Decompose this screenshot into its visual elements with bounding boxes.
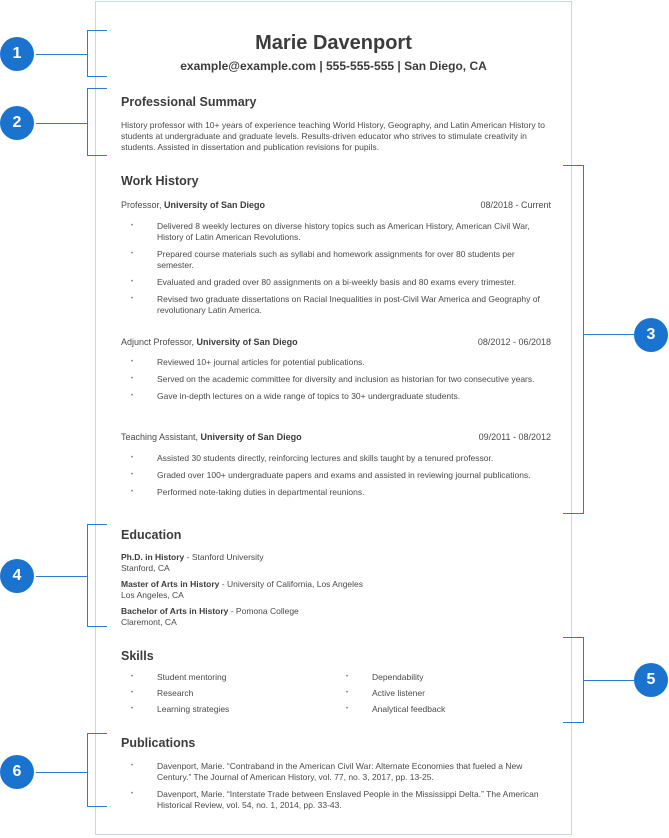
degree: Ph.D. in History bbox=[121, 552, 185, 562]
school-location: Claremont, CA bbox=[121, 617, 177, 627]
callout-badge: 2 bbox=[0, 106, 34, 140]
list-item: • Reviewed 10+ journal articles for potential publications. bbox=[121, 357, 546, 368]
callout-badge: 3 bbox=[634, 318, 668, 352]
school: - University of California, Los Angeles bbox=[219, 579, 364, 589]
resume-page bbox=[95, 1, 572, 835]
contact-info: example@example.com | 555-555-555 | San Diego, CA bbox=[180, 59, 487, 73]
callout-badge: 4 bbox=[0, 559, 34, 593]
job-employer: University of San Diego bbox=[200, 432, 302, 442]
candidate-name: Marie Davenport bbox=[255, 32, 412, 54]
callout-bracket bbox=[87, 524, 107, 627]
job-dates: 08/2018 - Current bbox=[480, 200, 551, 210]
list-item: • Delivered 8 weekly lectures on diverse history topics such as American History, American Civil War, History of Latin American Revolutions. bbox=[121, 221, 546, 243]
callout-connector bbox=[36, 54, 87, 55]
job-title: Adjunct Professor, bbox=[121, 337, 197, 347]
skills-heading: Skills bbox=[121, 649, 154, 663]
list-item: • Prepared course materials such as syllabi and homework assignments for over 80 students per semester. bbox=[121, 249, 546, 271]
skill-item: • Research bbox=[121, 688, 321, 704]
callout-connector bbox=[36, 123, 87, 124]
callout-badge: 5 bbox=[634, 663, 668, 697]
school-location: Stanford, CA bbox=[121, 563, 170, 573]
school-location: Los Angeles, CA bbox=[121, 590, 184, 600]
education-heading: Education bbox=[121, 528, 182, 542]
summary-heading: Professional Summary bbox=[121, 95, 257, 109]
callout-connector bbox=[36, 772, 87, 773]
callout-bracket bbox=[87, 733, 107, 807]
callout-connector bbox=[584, 334, 636, 335]
job-employer: University of San Diego bbox=[196, 337, 298, 347]
job-bullets bbox=[121, 221, 546, 322]
callout-bracket bbox=[87, 30, 107, 77]
education-entry bbox=[121, 579, 363, 601]
skill-item: • Student mentoring bbox=[121, 672, 321, 688]
education-entry bbox=[121, 606, 299, 628]
skill-item: • Dependability bbox=[336, 672, 536, 688]
list-item: • Performed note-taking duties in departmental reunions. bbox=[121, 487, 546, 498]
list-item: • Revised two graduate dissertations on Racial Inequalities in post-Civil War America and Geography of revolutionary Latin America. bbox=[121, 294, 546, 316]
skills-column-left bbox=[121, 672, 321, 720]
callout-connector bbox=[584, 680, 636, 681]
summary-text: History professor with 10+ years of experience teaching World History, Geography, and Latin American History to students at undergraduate and graduate levels. Results-driven educator who strives to stimulate creativity in students. Assisted in dissertation and publication revisions for pupils. bbox=[121, 120, 546, 152]
job-header bbox=[121, 432, 551, 442]
job-bullets bbox=[121, 453, 546, 504]
job-dates: 08/2012 - 06/2018 bbox=[477, 337, 551, 347]
list-item: • Evaluated and graded over 80 assignments on a bi-weekly basis and 80 exams every trimester. bbox=[121, 277, 546, 288]
skills-column-right bbox=[336, 672, 536, 720]
list-item: • Served on the academic committee for diversity and inclusion as historian for two consecutive years. bbox=[121, 374, 546, 385]
degree: Bachelor of Arts in History bbox=[121, 606, 229, 616]
job-title: Professor, bbox=[121, 200, 165, 210]
callout-connector bbox=[36, 576, 87, 577]
skill-item: • Analytical feedback bbox=[336, 704, 536, 720]
school: - Pomona College bbox=[228, 606, 299, 616]
list-item: • Gave in-depth lectures on a wide range of topics to 30+ undergraduate students. bbox=[121, 391, 546, 402]
degree: Master of Arts in History bbox=[121, 579, 220, 589]
callout-bracket bbox=[563, 165, 584, 514]
education-entry bbox=[121, 552, 264, 574]
list-item: • Assisted 30 students directly, reinforcing lectures and skills taught by a tenured professor. bbox=[121, 453, 546, 464]
publication-item: • Davenport, Marie. “Contraband in the American Civil War: Alternate Economies that fueled a New Century.” The Journal of American History, vol. 77, no. 3, 2017, pp. 13-25. bbox=[121, 761, 546, 783]
skill-item: • Learning strategies bbox=[121, 704, 321, 720]
list-item: • Graded over 100+ undergraduate papers and exams and assisted in reviewing journal publications. bbox=[121, 470, 546, 481]
callout-bracket bbox=[87, 88, 107, 156]
job-title: Teaching Assistant, bbox=[121, 432, 201, 442]
callout-badge: 1 bbox=[0, 37, 34, 71]
job-dates: 09/2011 - 08/2012 bbox=[478, 432, 551, 442]
job-bullets bbox=[121, 357, 546, 408]
school: - Stanford University bbox=[184, 552, 264, 562]
work-heading: Work History bbox=[121, 174, 199, 188]
job-header bbox=[121, 337, 551, 347]
callout-bracket bbox=[563, 637, 584, 723]
job-header bbox=[121, 200, 551, 210]
job-employer: University of San Diego bbox=[164, 200, 266, 210]
publications-list bbox=[121, 761, 546, 817]
callout-badge: 6 bbox=[0, 755, 34, 789]
publication-item: • Davenport, Marie. “Interstate Trade between Enslaved People in the Mississippi Delta.” The American Historical Review, vol. 54, no. 1, 2014, pp. 33-43. bbox=[121, 789, 546, 811]
skill-item: • Active listener bbox=[336, 688, 536, 704]
publications-heading: Publications bbox=[121, 736, 196, 750]
